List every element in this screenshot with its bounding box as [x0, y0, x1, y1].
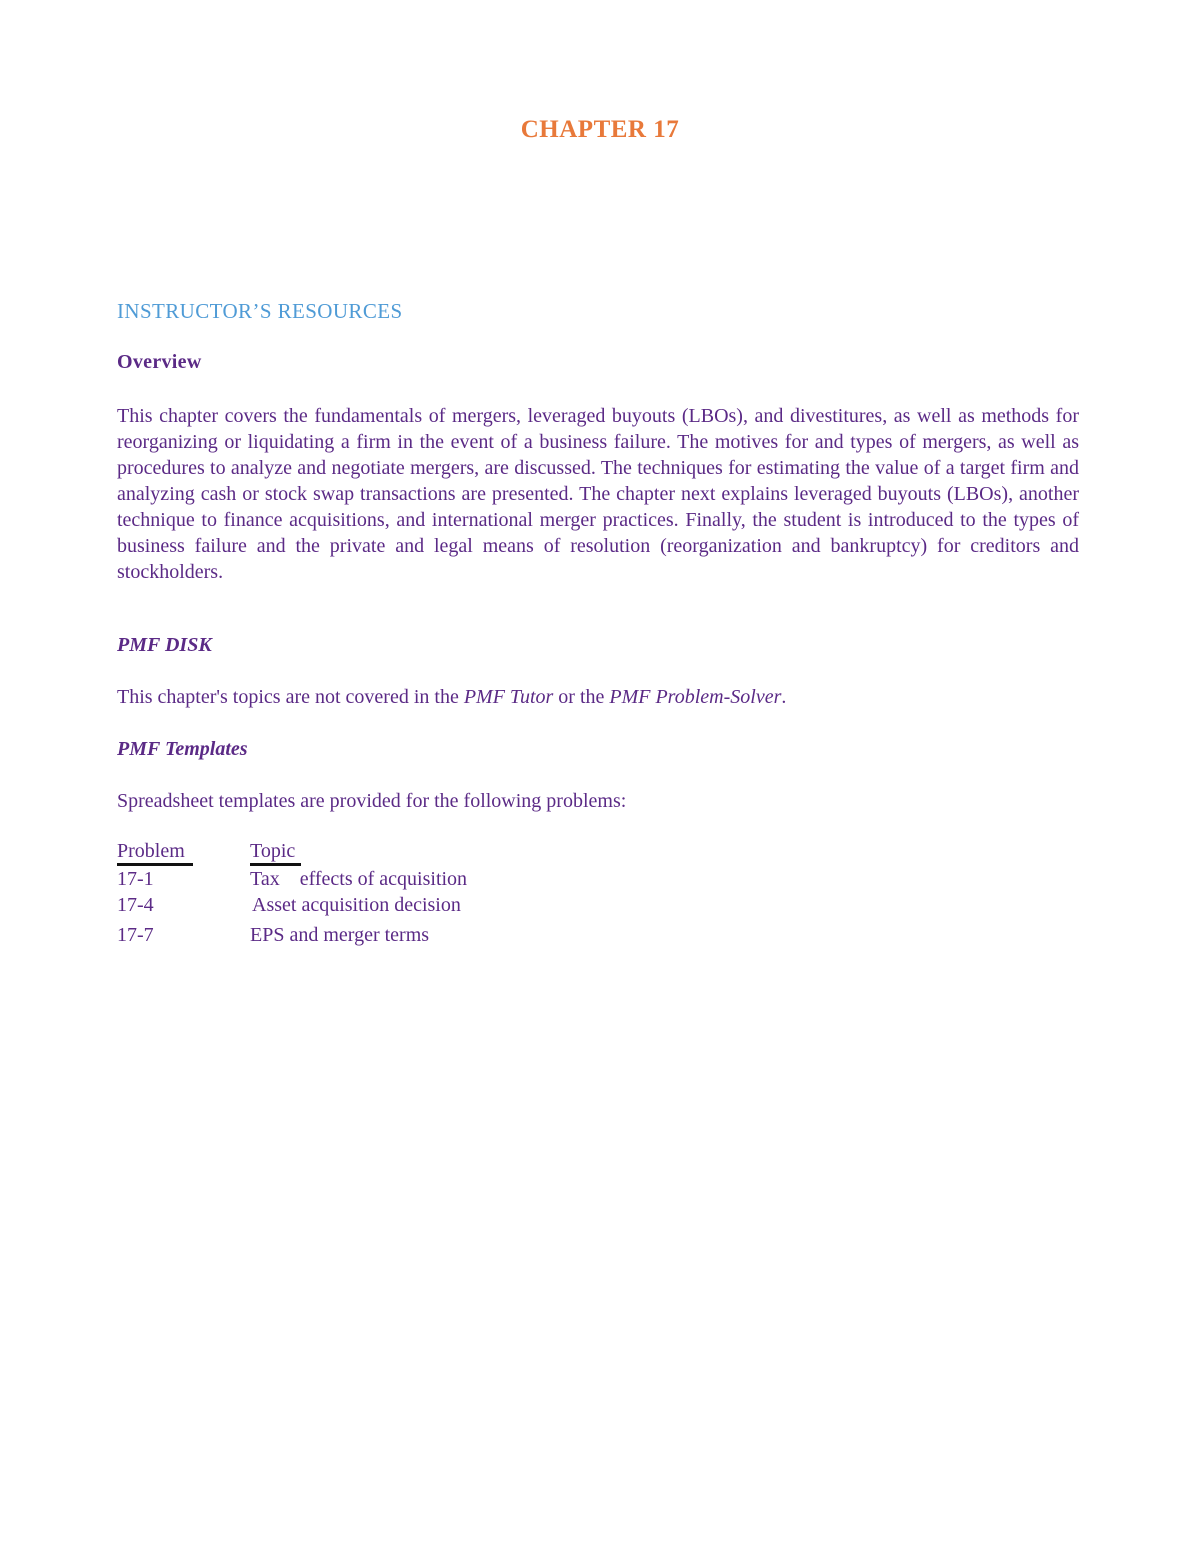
- table-row-2-topic: Asset acquisition decision: [252, 894, 461, 916]
- overview-paragraph: This chapter covers the fundamentals of mergers, leveraged buyouts (LBOs), and divestitures, as well as methods for reorganizing or liquidating a firm in the event of a business failure. The motives for and types of mergers, as well as procedures to analyze and negotiate mergers, are discussed. The techniques for estimating the value of a target firm and analyzing cash or stock swap transactions are presented. The chapter next explains leveraged buyouts (LBOs), another technique to finance acquisitions, and international merger practices. Finally, the student is introduced to the types of business failure and the private and legal means of resolution (reorganization and bankruptcy) for creditors and stockholders.: [117, 405, 1079, 583]
- chapter-title: CHAPTER 17: [520, 116, 680, 143]
- problem-column-header: Problem: [117, 840, 193, 866]
- pmf-disk-paragraph: [117, 686, 786, 709]
- table-row-1-problem: 17-1: [117, 868, 154, 890]
- overview-heading: Overview: [117, 351, 202, 373]
- pmf-disk-text-middle: or the: [553, 686, 610, 708]
- pmf-templates-intro: Spreadsheet templates are provided for the following problems:: [117, 790, 627, 812]
- pmf-templates-heading: PMF Templates: [117, 738, 248, 760]
- table-row-3-topic: EPS and merger terms: [250, 924, 430, 946]
- topic-column-header: Topic: [250, 840, 301, 866]
- table-row-1-topic: Tax effects of acquisition: [250, 868, 468, 890]
- pmf-disk-text-after: .: [781, 686, 787, 708]
- pmf-disk-heading: PMF DISK: [117, 634, 212, 656]
- pmf-tutor-title: PMF Tutor: [463, 686, 554, 708]
- table-row-2-problem: 17-4: [117, 894, 154, 916]
- instructor-resources-heading: INSTRUCTOR’S RESOURCES: [117, 299, 403, 323]
- table-row-3-problem: 17-7: [117, 924, 154, 946]
- pmf-disk-text-before: This chapter's topics are not covered in the: [117, 686, 464, 708]
- pmf-problem-solver-title: PMF Problem-Solver: [609, 686, 782, 708]
